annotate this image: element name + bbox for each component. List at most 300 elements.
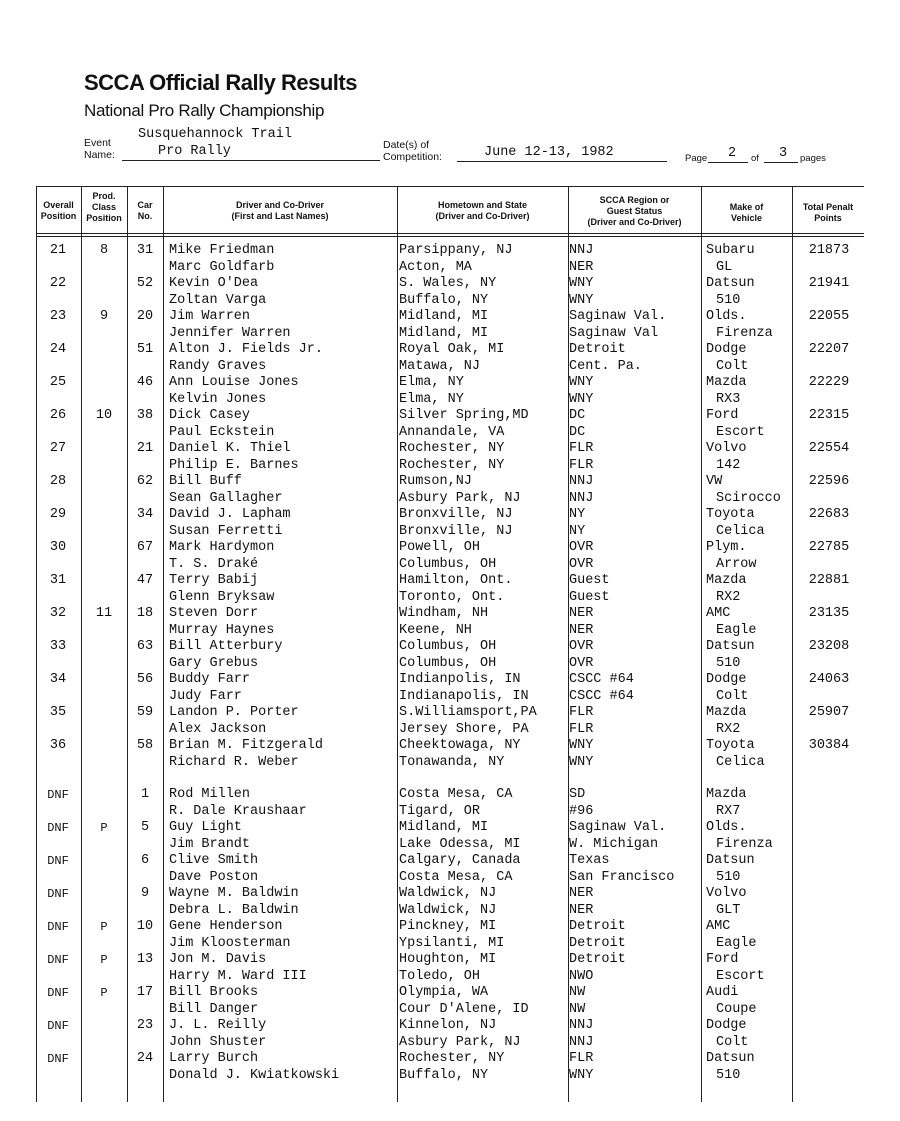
driver-hometown: Bronxville, NJ: [399, 507, 513, 522]
co-driver-region: NNJ: [569, 490, 594, 506]
overall-position: 32: [49, 606, 67, 621]
overall-position: DNF: [47, 920, 69, 934]
co-driver-region: OVR: [569, 655, 594, 671]
driver-names: [169, 886, 397, 919]
vehicle-make: Olds.: [706, 309, 747, 324]
overall-position: 31: [49, 573, 67, 588]
driver-name: Ann Louise Jones: [169, 375, 299, 390]
vehicle-make: Datsun: [706, 853, 755, 868]
table-row: [0, 787, 900, 820]
co-driver-hometown: Ypsilanti, MI: [399, 935, 505, 951]
car-number: 51: [136, 342, 154, 357]
driver-names: [169, 507, 397, 540]
overall-position: 28: [49, 474, 67, 489]
overall-position: 25: [49, 375, 67, 390]
col-header-driver: Driver and Co-Driver (First and Last Names): [231, 200, 329, 221]
overall-position: DNF: [47, 854, 69, 868]
hometowns: [399, 342, 569, 375]
table-row: [0, 276, 900, 309]
table-row: [0, 985, 900, 1018]
vehicle: [706, 573, 794, 606]
driver-region: NW: [569, 985, 586, 1000]
vehicle-make: Audi: [706, 985, 739, 1000]
vehicle-make: Mazda: [706, 375, 747, 390]
co-driver-region: NER: [569, 622, 594, 638]
co-driver-region: NER: [569, 902, 594, 918]
driver-hometown: Columbus, OH: [399, 639, 497, 654]
regions: [569, 952, 729, 985]
co-driver-region: WNY: [569, 754, 594, 770]
vehicle-make: Subaru: [706, 243, 755, 258]
driver-names: [169, 474, 397, 507]
table-row: [0, 441, 900, 474]
driver-hometown: S.Williamsport,PA: [399, 705, 537, 720]
co-driver-name: Zoltan Varga: [169, 292, 267, 308]
driver-hometown: Rochester, NY: [399, 441, 505, 456]
driver-name: Alton J. Fields Jr.: [169, 342, 323, 357]
driver-name: Gene Henderson: [169, 919, 283, 934]
vehicle: [706, 853, 794, 886]
regions: [569, 919, 729, 952]
co-driver-hometown: Bronxville, NJ: [399, 523, 513, 539]
table-row: [0, 342, 900, 375]
co-driver-hometown: Annandale, VA: [399, 424, 505, 440]
vehicle: [706, 886, 794, 919]
vehicle-model: GLT: [716, 902, 741, 918]
class-position: P: [100, 821, 108, 835]
overall-position: DNF: [47, 1052, 69, 1066]
driver-hometown: Royal Oak, MI: [399, 342, 505, 357]
driver-name: Terry Babij: [169, 573, 259, 588]
driver-hometown: Hamilton, Ont.: [399, 573, 513, 588]
regions: [569, 820, 729, 853]
document-subtitle: National Pro Rally Championship: [84, 101, 325, 120]
overall-position: 30: [49, 540, 67, 555]
table-row: [0, 738, 900, 771]
vehicle: [706, 1051, 794, 1084]
co-driver-name: Dave Poston: [169, 869, 259, 885]
col-header-region: SCCA Region or Guest Status (Driver and Co-Driver): [587, 195, 682, 227]
regions: [569, 853, 729, 886]
vehicle-make: Volvo: [706, 886, 747, 901]
co-driver-name: John Shuster: [169, 1034, 267, 1050]
table-row: [0, 474, 900, 507]
co-driver-name: Jim Kloosterman: [169, 935, 291, 951]
car-number: 24: [136, 1051, 154, 1066]
driver-name: Landon P. Porter: [169, 705, 299, 720]
driver-region: Saginaw Val.: [569, 309, 667, 324]
regions: [569, 1018, 729, 1051]
table-top-rule: [36, 186, 864, 187]
driver-names: [169, 276, 397, 309]
regions: [569, 375, 729, 408]
co-driver-region: NER: [569, 259, 594, 275]
table-header-rule: [36, 233, 864, 234]
driver-hometown: Parsippany, NJ: [399, 243, 513, 258]
driver-hometown: Midland, MI: [399, 820, 489, 835]
driver-hometown: Rochester, NY: [399, 1051, 505, 1066]
regions: [569, 639, 729, 672]
vehicle-model: Colt: [716, 358, 749, 374]
driver-region: NY: [569, 507, 586, 522]
driver-name: Rod Millen: [169, 787, 251, 802]
driver-name: Daniel K. Thiel: [169, 441, 291, 456]
driver-names: [169, 1018, 397, 1051]
driver-names: [169, 820, 397, 853]
class-position: P: [100, 953, 108, 967]
penalty-points: 24063: [808, 672, 850, 687]
driver-name: Dick Casey: [169, 408, 251, 423]
co-driver-name: Alex Jackson: [169, 721, 267, 737]
driver-region: CSCC #64: [569, 672, 634, 687]
vehicle-model: Coupe: [716, 1001, 757, 1017]
driver-names: [169, 919, 397, 952]
driver-region: WNY: [569, 738, 594, 753]
vehicle: [706, 375, 794, 408]
co-driver-name: Murray Haynes: [169, 622, 275, 638]
co-driver-hometown: Asbury Park, NJ: [399, 490, 521, 506]
hometowns: [399, 606, 569, 639]
vehicle: [706, 985, 794, 1018]
co-driver-region: WNY: [569, 391, 594, 407]
car-number: 34: [136, 507, 154, 522]
hometowns: [399, 705, 569, 738]
driver-region: NNJ: [569, 474, 594, 489]
driver-region: Detroit: [569, 919, 626, 934]
car-number: 20: [136, 309, 154, 324]
dates-underline: [457, 161, 667, 162]
car-number: 62: [136, 474, 154, 489]
overall-position: 36: [49, 738, 67, 753]
vehicle-make: Toyota: [706, 738, 755, 753]
co-driver-name: Randy Graves: [169, 358, 267, 374]
driver-name: Mike Friedman: [169, 243, 275, 258]
co-driver-hometown: Keene, NH: [399, 622, 472, 638]
regions: [569, 441, 729, 474]
car-number: 6: [140, 853, 150, 868]
co-driver-region: W. Michigan: [569, 836, 659, 852]
vehicle: [706, 474, 794, 507]
table-row: [0, 408, 900, 441]
vehicle-model: 510: [716, 292, 741, 308]
driver-hometown: Houghton, MI: [399, 952, 497, 967]
car-number: 52: [136, 276, 154, 291]
regions: [569, 474, 729, 507]
vehicle-model: GL: [716, 259, 733, 275]
car-number: 5: [140, 820, 150, 835]
driver-hometown: Cheektowaga, NY: [399, 738, 521, 753]
co-driver-region: NY: [569, 523, 586, 539]
car-number: 17: [136, 985, 154, 1000]
vehicle: [706, 441, 794, 474]
driver-hometown: Kinnelon, NJ: [399, 1018, 497, 1033]
regions: [569, 276, 729, 309]
co-driver-region: OVR: [569, 556, 594, 572]
co-driver-name: Glenn Bryksaw: [169, 589, 275, 605]
co-driver-name: Jennifer Warren: [169, 325, 291, 341]
driver-hometown: Elma, NY: [399, 375, 464, 390]
table-row: [0, 820, 900, 853]
co-driver-region: NNJ: [569, 1034, 594, 1050]
driver-name: Jim Warren: [169, 309, 251, 324]
class-position: 9: [99, 309, 109, 324]
vehicle-model: 510: [716, 1067, 741, 1083]
driver-name: Larry Burch: [169, 1051, 259, 1066]
driver-names: [169, 408, 397, 441]
vehicle-make: Dodge: [706, 1018, 747, 1033]
regions: [569, 705, 729, 738]
regions: [569, 342, 729, 375]
driver-hometown: Indianpolis, IN: [399, 672, 521, 687]
vehicle-model: RX2: [716, 589, 741, 605]
table-row: [0, 952, 900, 985]
co-driver-hometown: Acton, MA: [399, 259, 472, 275]
regions: [569, 573, 729, 606]
col-header-make: Make of Vehicle: [729, 202, 764, 223]
penalty-points: 22785: [808, 540, 850, 555]
page-number: 2: [728, 146, 737, 161]
regions: [569, 738, 729, 771]
co-driver-region: #96: [569, 803, 594, 819]
hometowns: [399, 820, 569, 853]
driver-name: Guy Light: [169, 820, 242, 835]
table-row: [0, 375, 900, 408]
car-number: 47: [136, 573, 154, 588]
table-row: [0, 672, 900, 705]
vehicle-make: Mazda: [706, 573, 747, 588]
co-driver-hometown: Elma, NY: [399, 391, 464, 407]
event-name-underline: [122, 160, 380, 161]
table-row: [0, 1051, 900, 1084]
regions: [569, 672, 729, 705]
driver-names: [169, 1051, 397, 1084]
vehicle: [706, 408, 794, 441]
vehicle: [706, 243, 794, 276]
vehicle-model: Colt: [716, 1034, 749, 1050]
driver-name: Bill Atterbury: [169, 639, 283, 654]
hometowns: [399, 441, 569, 474]
penalty-points: 23135: [808, 606, 850, 621]
vehicle-make: Datsun: [706, 639, 755, 654]
table-header-rule-double: [36, 236, 864, 237]
driver-hometown: S. Wales, NY: [399, 276, 497, 291]
driver-region: Saginaw Val.: [569, 820, 667, 835]
vehicle-model: 510: [716, 655, 741, 671]
driver-names: [169, 441, 397, 474]
vehicle-model: Firenza: [716, 325, 773, 341]
car-number: 67: [136, 540, 154, 555]
car-number: 9: [140, 886, 150, 901]
driver-names: [169, 705, 397, 738]
driver-names: [169, 243, 397, 276]
co-driver-name: T. S. Draké: [169, 556, 259, 572]
co-driver-name: Debra L. Baldwin: [169, 902, 299, 918]
page-total: 3: [779, 146, 788, 161]
vehicle-make: VW: [706, 474, 723, 489]
co-driver-hometown: Tigard, OR: [399, 803, 481, 819]
vehicle-model: Colt: [716, 688, 749, 704]
co-driver-hometown: Asbury Park, NJ: [399, 1034, 521, 1050]
driver-hometown: Waldwick, NJ: [399, 886, 497, 901]
co-driver-region: CSCC #64: [569, 688, 634, 704]
driver-region: OVR: [569, 540, 594, 555]
overall-position: DNF: [47, 953, 69, 967]
vehicle-make: Ford: [706, 952, 739, 967]
driver-region: SD: [569, 787, 586, 802]
driver-region: Guest: [569, 573, 610, 588]
co-driver-name: Kelvin Jones: [169, 391, 267, 407]
vehicle-make: Toyota: [706, 507, 755, 522]
driver-names: [169, 952, 397, 985]
vehicle-model: Celica: [716, 523, 765, 539]
driver-hometown: Midland, MI: [399, 309, 489, 324]
driver-name: Buddy Farr: [169, 672, 251, 687]
driver-region: OVR: [569, 639, 594, 654]
co-driver-hometown: Waldwick, NJ: [399, 902, 497, 918]
driver-name: David J. Lapham: [169, 507, 291, 522]
driver-name: Kevin O'Dea: [169, 276, 259, 291]
vehicle: [706, 639, 794, 672]
co-driver-name: Paul Eckstein: [169, 424, 275, 440]
hometowns: [399, 886, 569, 919]
driver-names: [169, 606, 397, 639]
vehicle-make: Ford: [706, 408, 739, 423]
vehicle-model: Escort: [716, 424, 765, 440]
co-driver-hometown: Rochester, NY: [399, 457, 505, 473]
co-driver-name: Judy Farr: [169, 688, 242, 704]
pages-label: pages: [800, 153, 826, 164]
car-number: 31: [136, 243, 154, 258]
driver-region: Texas: [569, 853, 610, 868]
penalty-points: 23208: [808, 639, 850, 654]
vehicle: [706, 1018, 794, 1051]
driver-names: [169, 985, 397, 1018]
co-driver-name: Susan Ferretti: [169, 523, 283, 539]
vehicle-model: Celica: [716, 754, 765, 770]
hometowns: [399, 738, 569, 771]
vehicle: [706, 705, 794, 738]
driver-name: Bill Brooks: [169, 985, 259, 1000]
car-number: 21: [136, 441, 154, 456]
vehicle-model: Arrow: [716, 556, 757, 572]
regions: [569, 787, 729, 820]
table-row: [0, 919, 900, 952]
vehicle-model: Eagle: [716, 935, 757, 951]
penalty-points: 22881: [808, 573, 850, 588]
driver-hometown: Powell, OH: [399, 540, 481, 555]
col-header-points: Total Penalt Points: [802, 202, 854, 223]
driver-name: Mark Hardymon: [169, 540, 275, 555]
penalty-points: 22554: [808, 441, 850, 456]
regions: [569, 408, 729, 441]
event-label: Event Name:: [84, 137, 115, 161]
regions: [569, 985, 729, 1018]
overall-position: DNF: [47, 788, 69, 802]
vehicle-model: RX3: [716, 391, 741, 407]
driver-names: [169, 540, 397, 573]
driver-hometown: Silver Spring,MD: [399, 408, 529, 423]
class-position: P: [100, 986, 108, 1000]
car-number: 59: [136, 705, 154, 720]
hometowns: [399, 474, 569, 507]
vehicle-make: Olds.: [706, 820, 747, 835]
vehicle-make: AMC: [706, 606, 731, 621]
regions: [569, 1051, 729, 1084]
document-title: SCCA Official Rally Results: [84, 70, 357, 95]
driver-hometown: Rumson,NJ: [399, 474, 472, 489]
table-row: [0, 606, 900, 639]
co-driver-hometown: Buffalo, NY: [399, 1067, 489, 1083]
vehicle-model: Scirocco: [716, 490, 781, 506]
vehicle-make: Datsun: [706, 1051, 755, 1066]
co-driver-hometown: Toronto, Ont.: [399, 589, 505, 605]
driver-hometown: Calgary, Canada: [399, 853, 521, 868]
co-driver-hometown: Lake Odessa, MI: [399, 836, 521, 852]
regions: [569, 243, 729, 276]
hometowns: [399, 276, 569, 309]
co-driver-region: San Francisco: [569, 869, 675, 885]
vehicle: [706, 820, 794, 853]
driver-region: FLR: [569, 705, 594, 720]
co-driver-hometown: Toledo, OH: [399, 968, 481, 984]
car-number: 23: [136, 1018, 154, 1033]
car-number: 1: [140, 787, 150, 802]
overall-position: 33: [49, 639, 67, 654]
penalty-points: 22315: [808, 408, 850, 423]
vehicle: [706, 738, 794, 771]
co-driver-name: Harry M. Ward III: [169, 968, 307, 984]
co-driver-hometown: Columbus, OH: [399, 556, 497, 572]
vehicle: [706, 952, 794, 985]
hometowns: [399, 985, 569, 1018]
hometowns: [399, 639, 569, 672]
driver-hometown: Pinckney, MI: [399, 919, 497, 934]
overall-position: 22: [49, 276, 67, 291]
vehicle: [706, 276, 794, 309]
co-driver-region: Guest: [569, 589, 610, 605]
vehicle-make: Dodge: [706, 342, 747, 357]
co-driver-name: Richard R. Weber: [169, 754, 299, 770]
co-driver-region: FLR: [569, 457, 594, 473]
hometowns: [399, 309, 569, 342]
vehicle-make: Mazda: [706, 705, 747, 720]
penalty-points: 22207: [808, 342, 850, 357]
penalty-points: 30384: [808, 738, 850, 753]
vehicle-model: 510: [716, 869, 741, 885]
hometowns: [399, 408, 569, 441]
table-row: [0, 853, 900, 886]
driver-region: FLR: [569, 441, 594, 456]
co-driver-region: Cent. Pa.: [569, 358, 642, 374]
table-row: [0, 507, 900, 540]
driver-names: [169, 738, 397, 771]
driver-name: Brian M. Fitzgerald: [169, 738, 323, 753]
car-number: 18: [136, 606, 154, 621]
co-driver-hometown: Matawa, NJ: [399, 358, 481, 374]
co-driver-hometown: Cour D'Alene, ID: [399, 1001, 529, 1017]
vehicle-model: 142: [716, 457, 741, 473]
results-table-body: [0, 243, 900, 1084]
overall-position: DNF: [47, 887, 69, 901]
overall-position: 23: [49, 309, 67, 324]
driver-hometown: Windham, NH: [399, 606, 489, 621]
vehicle-model: RX7: [716, 803, 741, 819]
penalty-points: 25907: [808, 705, 850, 720]
car-number: 46: [136, 375, 154, 390]
overall-position: DNF: [47, 1019, 69, 1033]
regions: [569, 507, 729, 540]
co-driver-region: NWO: [569, 968, 594, 984]
